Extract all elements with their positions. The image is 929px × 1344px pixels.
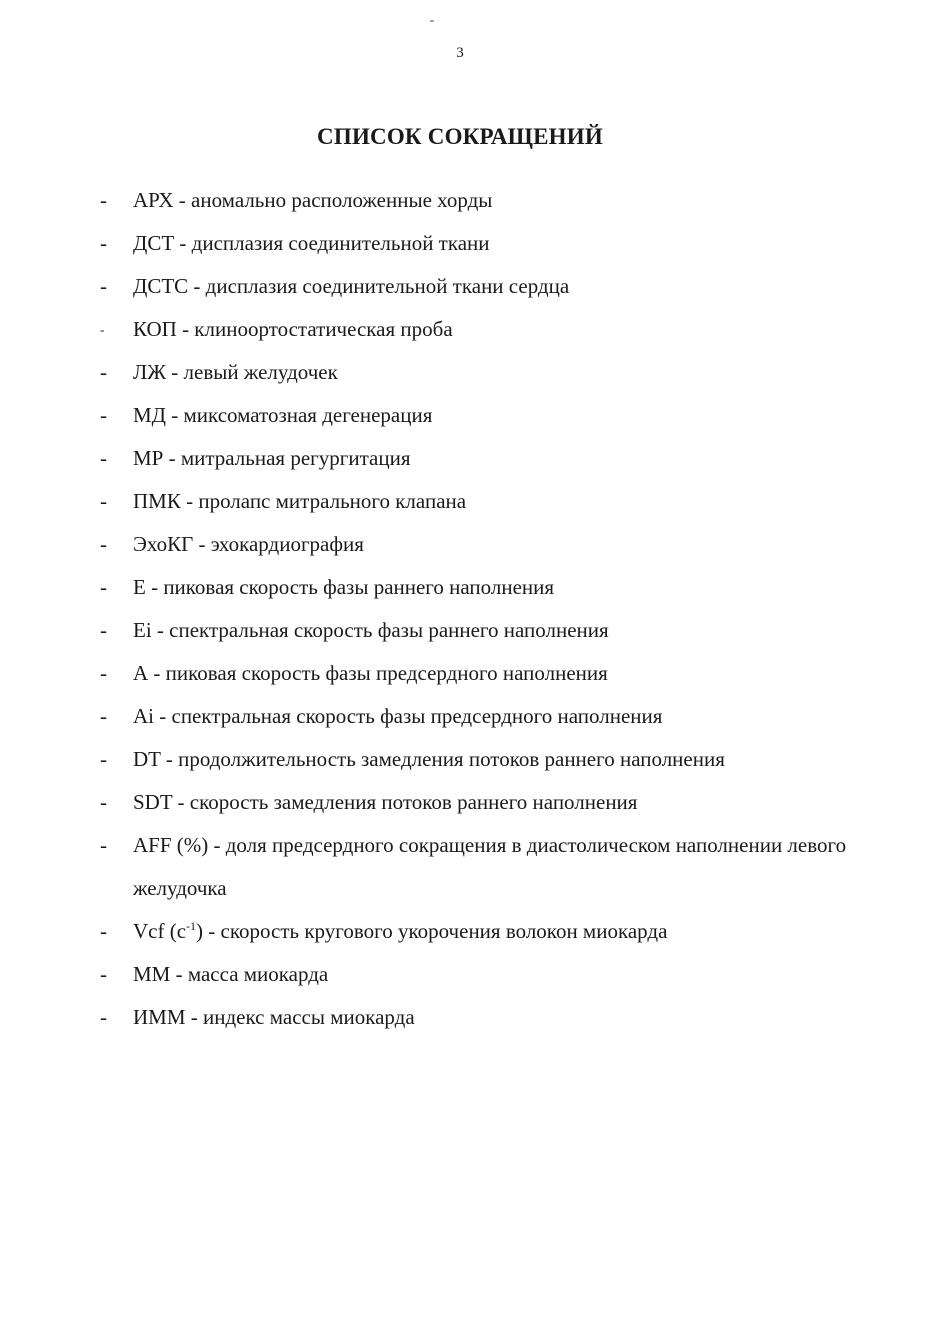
abbreviation-text: МР - митральная регургитация — [133, 446, 411, 470]
list-item — [0, 738, 929, 781]
list-item — [0, 609, 929, 652]
vcf-superscript: -1 — [186, 919, 197, 933]
list-item — [0, 351, 929, 394]
list-bullet: - — [100, 790, 107, 814]
abbreviation-text: ПМК - пролапс митрального клапана — [133, 489, 467, 513]
abbreviation-text — [133, 910, 853, 953]
list-bullet: - — [100, 618, 107, 642]
list-bullet: - — [100, 274, 107, 298]
abbreviation-list — [0, 179, 929, 1039]
list-item — [0, 953, 929, 996]
list-bullet: - — [100, 231, 107, 255]
list-bullet: - — [100, 1005, 107, 1029]
abbreviation-text: ММ - масса миокарда — [133, 962, 329, 986]
abbreviation-text: AFF (%) - доля предсердного сокращения в диастолическом наполнении левого желудочка — [133, 833, 847, 900]
abbreviation-text: ДСТ - дисплазия соединительной ткани — [133, 231, 490, 255]
list-bullet: - — [100, 446, 107, 470]
list-item — [0, 480, 929, 523]
list-item — [0, 910, 929, 953]
list-bullet: - — [100, 704, 107, 728]
list-bullet: - — [100, 575, 107, 599]
list-bullet: - — [100, 403, 107, 427]
vcf-suffix: ) - скорость кругового укорочения волокон миокарда — [196, 919, 668, 943]
abbreviation-text: ДСТС - дисплазия соединительной ткани сердца — [133, 274, 570, 298]
abbreviation-text: ЛЖ - левый желудочек — [133, 360, 338, 384]
abbreviation-text: А - пиковая скорость фазы предсердного наполнения — [133, 661, 608, 685]
page-title: СПИСОК СОКРАЩЕНИЙ — [317, 124, 603, 149]
abbreviation-text: МД - миксоматозная дегенерация — [133, 403, 433, 427]
list-bullet: - — [100, 322, 105, 337]
abbreviation-text: SDT - скорость замедления потоков раннего наполнения — [133, 790, 638, 814]
list-item — [0, 179, 929, 222]
list-item — [0, 824, 929, 910]
list-bullet: - — [100, 833, 107, 857]
top-mark: - — [429, 13, 435, 28]
list-item — [0, 781, 929, 824]
abbreviation-text: DT - продолжительность замедления потоков раннего наполнения — [133, 747, 725, 771]
list-bullet: - — [100, 532, 107, 556]
list-bullet: - — [100, 962, 107, 986]
page-number: 3 — [456, 45, 464, 61]
abbreviation-text: КОП - клиноортостатическая проба — [133, 317, 453, 341]
vcf-prefix: Vcf (с — [133, 919, 187, 943]
list-item — [0, 695, 929, 738]
list-item — [0, 652, 929, 695]
list-item — [0, 566, 929, 609]
list-item — [0, 308, 929, 351]
list-bullet: - — [100, 747, 107, 771]
abbreviation-text: ИММ - индекс массы миокарда — [133, 1005, 415, 1029]
list-item — [0, 394, 929, 437]
list-item — [0, 996, 929, 1039]
list-bullet: - — [100, 188, 107, 212]
list-bullet: - — [100, 489, 107, 513]
list-item — [0, 265, 929, 308]
abbreviation-text: ЭхоКГ - эхокардиография — [133, 532, 364, 556]
list-item — [0, 222, 929, 265]
abbreviation-text: Ei - спектральная скорость фазы раннего наполнения — [133, 618, 609, 642]
list-bullet: - — [100, 360, 107, 384]
abbreviation-text: Е - пиковая скорость фазы раннего наполнения — [133, 575, 555, 599]
list-item — [0, 437, 929, 480]
list-item — [0, 523, 929, 566]
abbreviation-text: Ai - спектральная скорость фазы предсердного наполнения — [133, 704, 663, 728]
abbreviation-text: АРХ - аномально расположенные хорды — [133, 188, 493, 212]
list-bullet: - — [100, 661, 107, 685]
list-bullet: - — [100, 919, 107, 943]
